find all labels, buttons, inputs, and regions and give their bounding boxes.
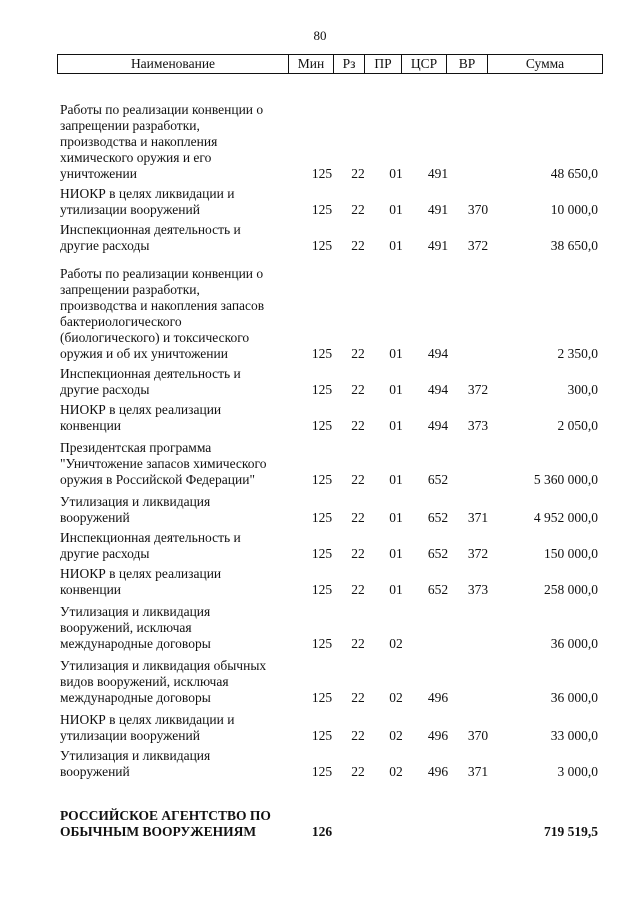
row-rz: 22 [351, 636, 365, 651]
row-name: Инспекционная деятельность и другие расходы [60, 366, 241, 397]
row-sum: 719 519,5 [544, 824, 598, 839]
row-min: 126 [311, 824, 333, 839]
row-vr: 373 [467, 418, 489, 433]
page-number: 80 [313, 28, 327, 43]
row-sum: 2 350,0 [557, 346, 598, 361]
row-pr: 02 [389, 636, 403, 651]
row-name: Утилизация и ликвидация обычных видов вооружений, исключая международные договоры [60, 658, 267, 705]
row-csr: 652 [427, 582, 449, 597]
row-name: НИОКР в целях ликвидации и утилизации вооружений [60, 186, 235, 217]
header-vr: ВР [447, 55, 488, 74]
row-name: НИОКР в целях реализации конвенции [60, 402, 222, 433]
row-name: НИОКР в целях ликвидации и утилизации вооружений [60, 712, 235, 743]
row-rz: 22 [351, 202, 365, 217]
table-row [0, 530, 640, 562]
row-sum: 36 000,0 [550, 690, 598, 705]
row-pr: 02 [389, 690, 403, 705]
row-rz: 22 [351, 510, 365, 525]
row-csr: 491 [427, 166, 449, 181]
row-pr: 01 [389, 202, 403, 217]
row-pr: 01 [389, 546, 403, 561]
row-rz: 22 [351, 418, 365, 433]
row-csr: 491 [427, 238, 449, 253]
row-vr: 370 [467, 728, 489, 743]
row-sum: 150 000,0 [544, 546, 598, 561]
row-rz: 22 [351, 764, 365, 779]
row-csr: 496 [427, 690, 449, 705]
row-min: 125 [311, 418, 333, 433]
row-vr: 370 [467, 202, 489, 217]
row-pr: 01 [389, 166, 403, 181]
table-row [0, 748, 640, 780]
row-name: Утилизация и ликвидация вооружений [60, 748, 211, 779]
row-csr: 496 [427, 764, 449, 779]
row-pr: 01 [389, 510, 403, 525]
row-sum: 10 000,0 [550, 202, 598, 217]
row-csr: 496 [427, 728, 449, 743]
header-rz: Рз [334, 55, 365, 74]
row-name: Утилизация и ликвидация вооружений, исключая международные договоры [60, 604, 211, 651]
table-row [0, 222, 640, 254]
row-min: 125 [311, 690, 333, 705]
row-sum: 300,0 [567, 382, 598, 397]
row-pr: 02 [389, 728, 403, 743]
row-csr: 491 [427, 202, 449, 217]
row-name: Работы по реализации конвенции о запрещении разработки, производства и накопления запасов бактериологического (биологического) и токсического оружия и об их уничтожении [60, 266, 265, 361]
row-name: Утилизация и ликвидация вооружений [60, 494, 211, 525]
row-name: Работы по реализации конвенции о запрещении разработки, производства и накопления химического оружия и его уничтожении [60, 102, 264, 181]
row-min: 125 [311, 202, 333, 217]
table-row [0, 440, 640, 488]
table-row [0, 366, 640, 398]
row-min: 125 [311, 472, 333, 487]
row-name: НИОКР в целях реализации конвенции [60, 566, 222, 597]
row-csr: 652 [427, 546, 449, 561]
row-vr: 372 [467, 382, 489, 397]
header-sum: Сумма [488, 55, 603, 74]
row-rz: 22 [351, 728, 365, 743]
row-csr: 652 [427, 472, 449, 487]
table-row [0, 102, 640, 182]
row-sum: 2 050,0 [557, 418, 598, 433]
table-header [57, 54, 603, 74]
row-rz: 22 [351, 238, 365, 253]
agency-name: РОССИЙСКОЕ АГЕНТСТВО ПО ОБЫЧНЫМ ВООРУЖЕНИЯМ [60, 808, 271, 839]
row-rz: 22 [351, 546, 365, 561]
table-row [0, 566, 640, 598]
row-sum: 258 000,0 [544, 582, 598, 597]
row-csr: 494 [427, 346, 449, 361]
row-pr: 02 [389, 764, 403, 779]
row-vr: 371 [467, 764, 489, 779]
agency-total-row [0, 808, 640, 840]
row-pr: 01 [389, 346, 403, 361]
row-pr: 01 [389, 382, 403, 397]
table-row [0, 658, 640, 706]
row-min: 125 [311, 346, 333, 361]
row-min: 125 [311, 728, 333, 743]
row-sum: 48 650,0 [550, 166, 598, 181]
table-row [0, 494, 640, 526]
table-row [0, 604, 640, 652]
row-min: 125 [311, 582, 333, 597]
row-name: Президентская программа "Уничтожение запасов химического оружия в Российской Федерации" [60, 440, 267, 487]
row-sum: 4 952 000,0 [533, 510, 598, 525]
row-rz: 22 [351, 382, 365, 397]
row-sum: 38 650,0 [550, 238, 598, 253]
table-row [0, 402, 640, 434]
row-min: 125 [311, 382, 333, 397]
row-rz: 22 [351, 346, 365, 361]
row-pr: 01 [389, 238, 403, 253]
row-sum: 5 360 000,0 [533, 472, 598, 487]
row-rz: 22 [351, 690, 365, 705]
row-vr: 372 [467, 238, 489, 253]
header-min: Мин [289, 55, 334, 74]
table-row [0, 712, 640, 744]
header-pr: ПР [365, 55, 402, 74]
row-csr: 494 [427, 382, 449, 397]
row-min: 125 [311, 546, 333, 561]
row-pr: 01 [389, 582, 403, 597]
row-sum: 33 000,0 [550, 728, 598, 743]
row-vr: 373 [467, 582, 489, 597]
header-name: Наименование [58, 55, 289, 74]
row-sum: 36 000,0 [550, 636, 598, 651]
row-rz: 22 [351, 472, 365, 487]
row-min: 125 [311, 166, 333, 181]
row-name: Инспекционная деятельность и другие расходы [60, 222, 241, 253]
row-csr: 652 [427, 510, 449, 525]
row-min: 125 [311, 510, 333, 525]
row-csr: 494 [427, 418, 449, 433]
row-vr: 371 [467, 510, 489, 525]
row-name: Инспекционная деятельность и другие расходы [60, 530, 241, 561]
row-rz: 22 [351, 166, 365, 181]
row-rz: 22 [351, 582, 365, 597]
row-min: 125 [311, 238, 333, 253]
row-vr: 372 [467, 546, 489, 561]
row-min: 125 [311, 636, 333, 651]
row-pr: 01 [389, 472, 403, 487]
row-min: 125 [311, 764, 333, 779]
header-csr: ЦСР [402, 55, 447, 74]
table-row [0, 186, 640, 218]
row-pr: 01 [389, 418, 403, 433]
table-row [0, 266, 640, 362]
row-sum: 3 000,0 [557, 764, 598, 779]
